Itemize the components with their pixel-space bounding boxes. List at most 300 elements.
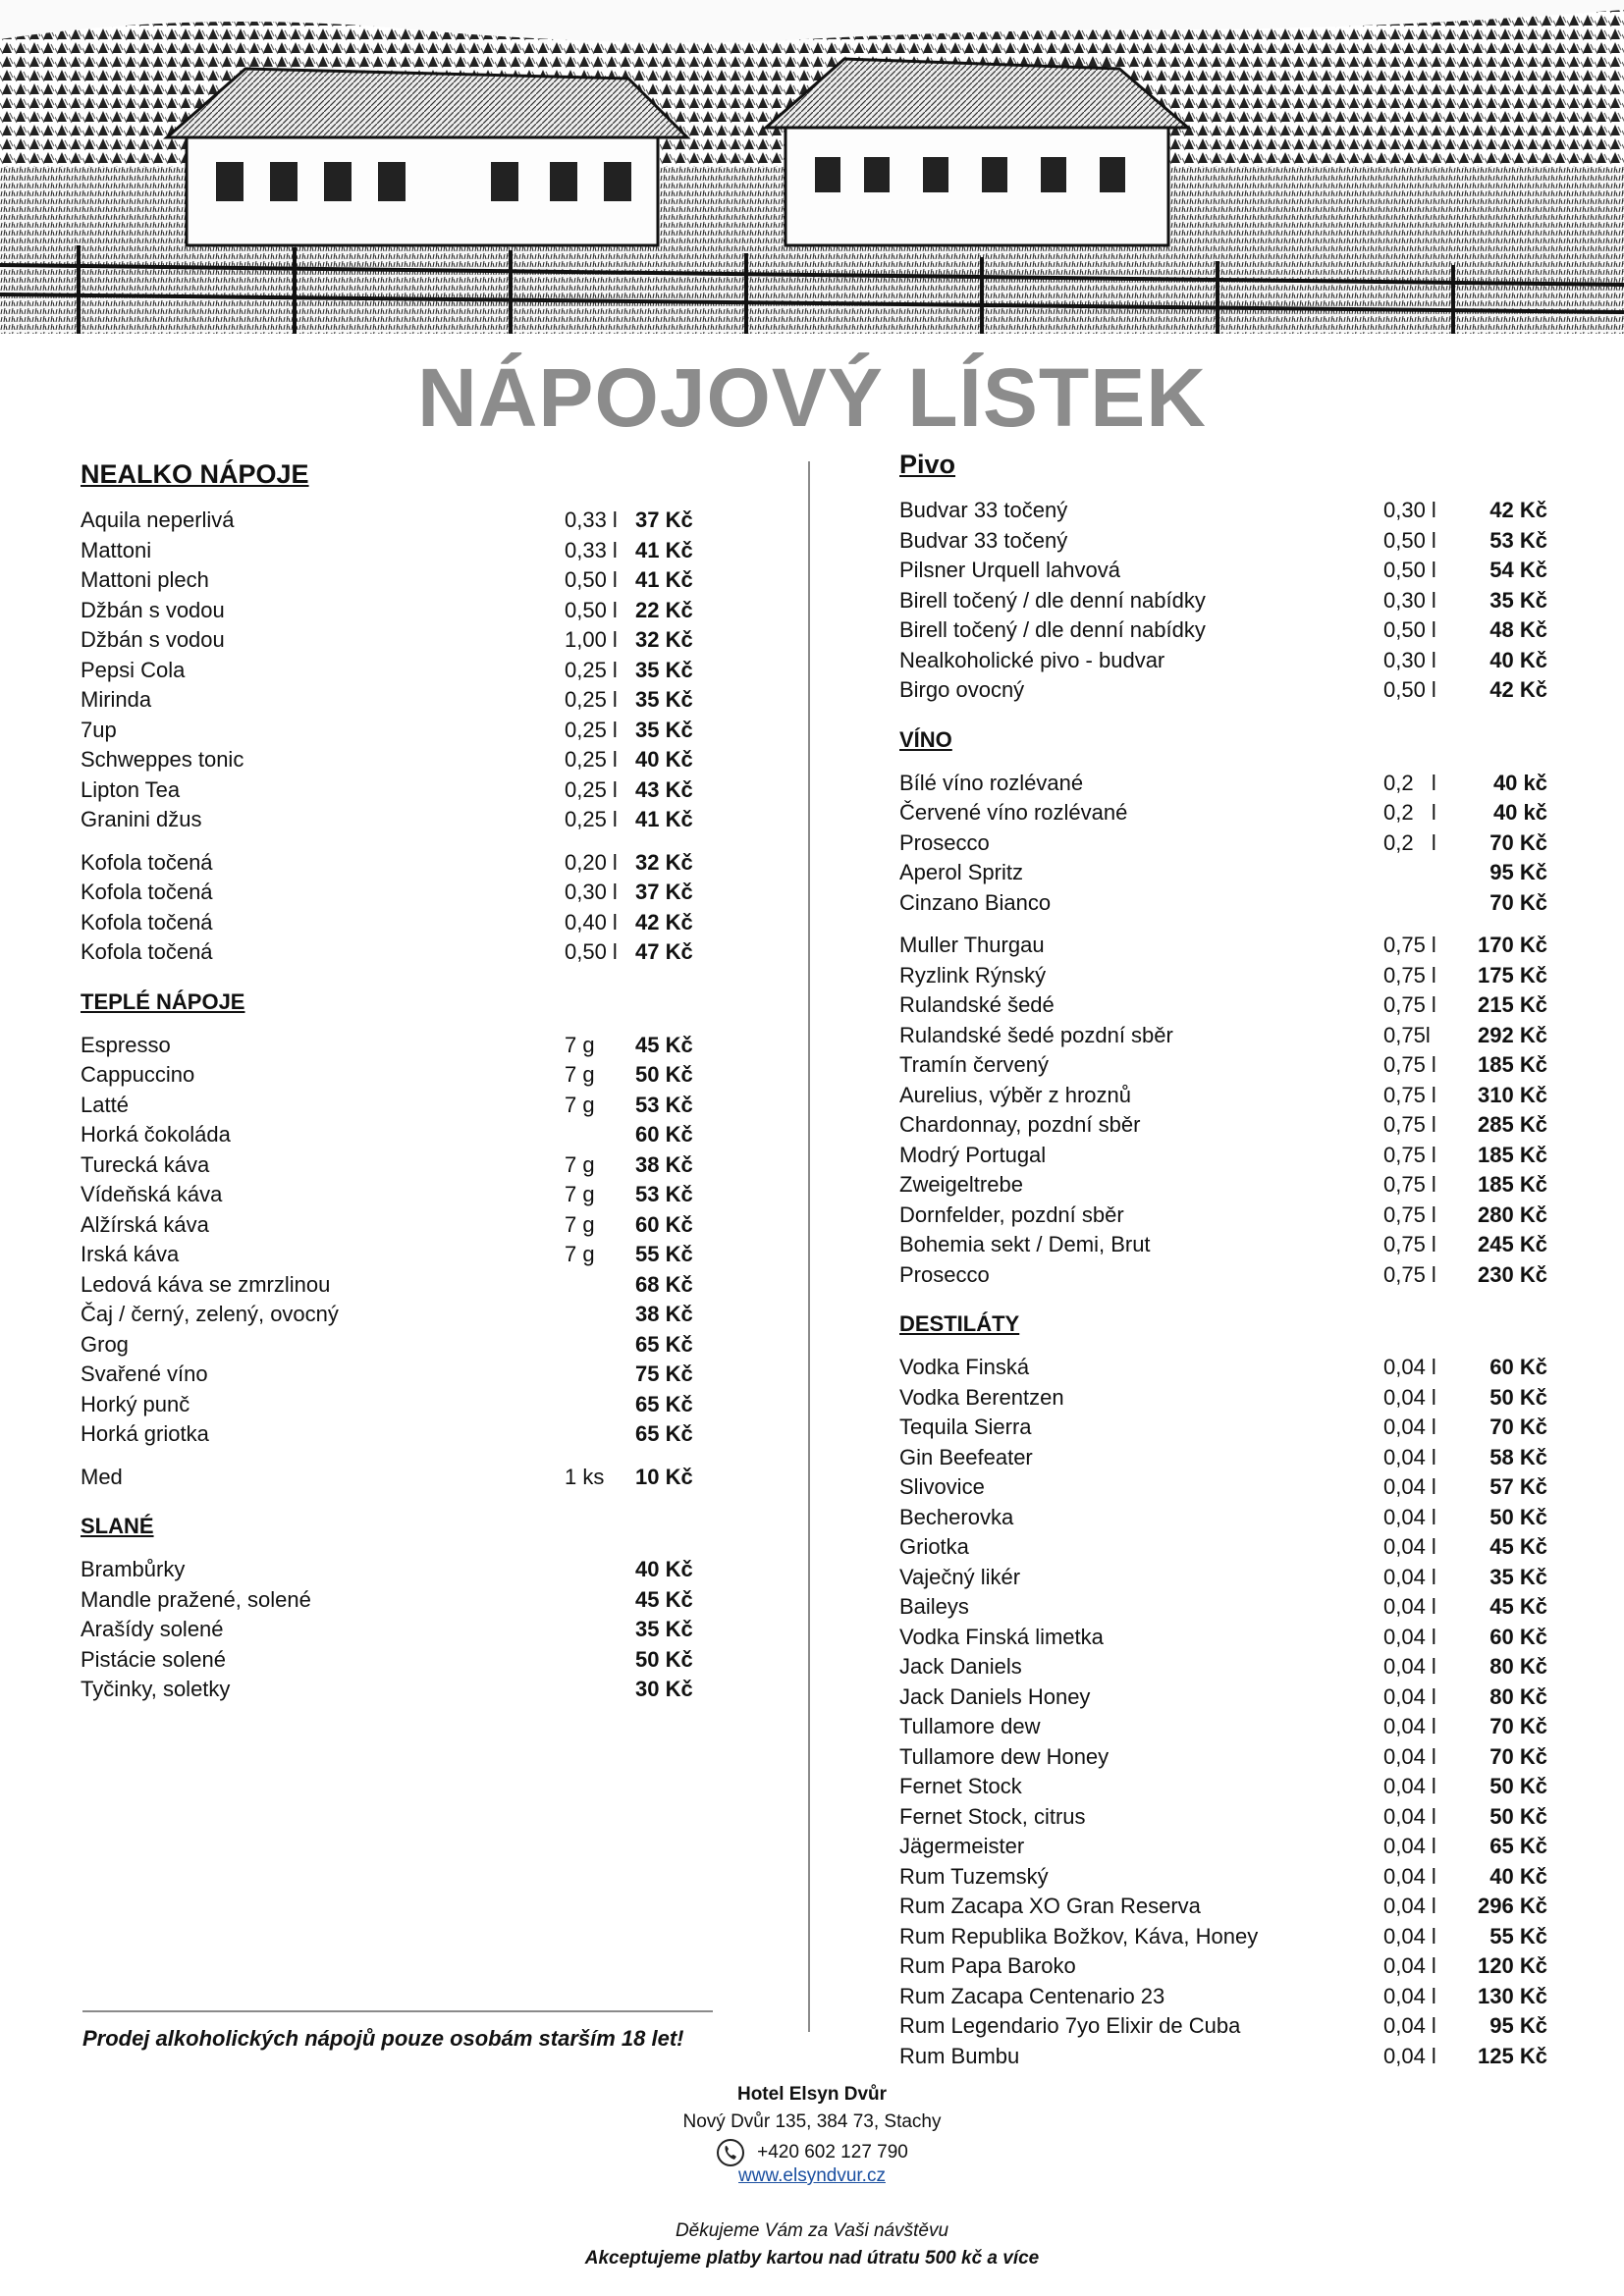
menu-item [899,1141,1547,1171]
item-name: Fernet Stock, citrus [899,1803,1086,1829]
item-name: Rum Zacapa XO Gran Reserva [899,1894,1201,1918]
item-quantity: 0,50 l [1383,558,1436,582]
item-price: 53 Kč [635,1092,693,1117]
menu-item [899,931,1547,961]
menu-item [899,1021,1547,1051]
item-quantity: 0,04 l [1383,1594,1436,1619]
menu-item [81,625,719,656]
item-name: Červené víno rozlévané [899,800,1128,825]
menu-item [899,2011,1547,2042]
item-name: Vídeňská káva [81,1182,223,1206]
menu-item [899,1472,1547,1503]
item-quantity: 0,04 l [1383,1834,1436,1858]
item-price: 37 Kč [635,507,693,532]
item-name: Muller Thurgau [899,933,1045,957]
item-quantity: 0,04 l [1383,1923,1436,1949]
item-price: 280 Kč [1478,1201,1547,1227]
item-quantity: 0,04 l [1383,1444,1436,1469]
section-heading: NEALKO NÁPOJE [81,459,309,489]
item-name: Rulandské šedé [899,992,1055,1017]
item-price: 30 Kč [635,1677,693,1701]
phone-icon [716,2138,745,2167]
item-quantity: 0,75 l [1383,1082,1436,1107]
item-quantity: 0,04 l [1383,1415,1436,1439]
item-price: 120 Kč [1478,1953,1547,1978]
item-price: 65 Kč [635,1331,693,1357]
item-name: Džbán s vodou [81,627,225,652]
item-name: Kofola točená [81,909,213,934]
item-name: Schweppes tonic [81,747,244,772]
item-name: Griotka [899,1534,969,1559]
item-name: Vodka Finská limetka [899,1624,1104,1649]
section-heading: SLANÉ [81,1514,154,1538]
item-price: 68 Kč [635,1271,693,1297]
menu-item [899,2042,1547,2072]
menu-item [899,1951,1547,1982]
menu-item [81,1180,719,1210]
item-price: 53 Kč [635,1182,693,1206]
item-price: 37 Kč [635,880,693,904]
footer-address: Nový Dvůr 135, 384 73, Stachy [682,2111,942,2132]
menu-item [81,1240,719,1270]
section-heading: TEPLÉ NÁPOJE [81,988,245,1014]
menu-item [81,716,719,746]
item-price: 40 Kč [635,1557,693,1581]
menu-item [899,888,1547,919]
menu-item [81,1419,719,1450]
menu-item [81,1150,719,1181]
item-quantity: 0,2 l [1383,800,1436,825]
menu-item [81,937,719,968]
item-name: Čaj / černý, zelený, ovocný [81,1302,339,1326]
item-quantity: 0,04 l [1383,1743,1436,1769]
menu-item [899,1532,1547,1563]
item-quantity: 7 g [565,1092,595,1117]
item-name: Birell točený / dle denní nabídky [899,587,1206,613]
item-price: 55 Kč [635,1242,693,1266]
menu-item [81,596,719,626]
item-name: Turecká káva [81,1151,210,1177]
item-quantity: 0,25 l [565,747,618,772]
item-price: 55 Kč [1489,1923,1547,1949]
item-price: 185 Kč [1478,1172,1547,1197]
item-price: 80 Kč [1489,1654,1547,1679]
item-price: 41 Kč [635,807,693,831]
item-price: 70 Kč [1489,1415,1547,1439]
menu-item [899,1201,1547,1231]
footer-web [0,2165,1624,2187]
item-quantity: 0,30 l [1383,498,1436,522]
item-name: 7up [81,717,117,742]
menu-item [81,745,719,775]
menu-item [81,1300,719,1330]
item-quantity: 7 g [565,1151,595,1177]
item-name: Bílé víno rozlévané [899,770,1084,795]
item-price: 50 Kč [1489,1803,1547,1829]
item-quantity: 0,50 l [1383,617,1436,642]
item-quantity: 7 g [565,1182,595,1206]
item-name: Birgo ovocný [899,677,1025,702]
item-price: 296 Kč [1478,1894,1547,1918]
item-quantity: 0,20 l [565,849,618,875]
hotel-name: Hotel Elsyn Dvůr [736,2084,888,2105]
item-name: Prosecco [899,829,990,855]
menu-item [899,1802,1547,1833]
website-link[interactable]: www.elsyndvur.cz [738,2165,886,2186]
menu-item [899,586,1547,616]
item-price: 50 Kč [1489,1504,1547,1529]
item-quantity: 0,25 l [565,657,618,682]
menu-item [81,848,719,879]
item-price: 35 Kč [635,687,693,712]
item-price: 175 Kč [1478,962,1547,988]
item-name: Lipton Tea [81,776,181,802]
item-quantity: 0,04 l [1383,1983,1436,2008]
item-group [899,1353,1547,2071]
item-price: 40 Kč [1489,647,1547,672]
menu-item [81,1120,719,1150]
item-name: Mattoni [81,537,152,562]
item-name: Kofola točená [81,849,213,875]
item-name: Becherovka [899,1504,1014,1529]
item-price: 70 Kč [1489,1714,1547,1738]
item-quantity: 0,04 l [1383,2013,1436,2038]
item-quantity: 1,00 l [565,627,618,652]
item-quantity: 0,2 l [1383,829,1436,855]
item-price: 57 Kč [1489,1474,1547,1499]
item-name: Rum Zacapa Centenario 23 [899,1983,1165,2008]
item-quantity: 0,75 l [1383,992,1436,1017]
item-name: Tramín červený [899,1052,1050,1077]
menu-item [81,506,719,536]
item-price: 53 Kč [1489,527,1547,553]
item-name: Granini džus [81,807,202,831]
item-name: Latté [81,1092,129,1117]
item-price: 185 Kč [1478,1142,1547,1167]
menu-item [899,496,1547,526]
item-name: Irská káva [81,1242,180,1266]
item-quantity: 0,75 l [1383,1232,1436,1256]
item-name: Ledová káva se zmrzlinou [81,1271,331,1297]
item-price: 170 Kč [1478,933,1547,957]
menu-item [899,615,1547,646]
item-quantity: 0,40 l [565,909,618,934]
item-quantity: 0,04 l [1383,1384,1436,1410]
footer-phone [0,2138,1624,2167]
hotel-banner-image [0,0,1624,334]
item-quantity: 7 g [565,1062,595,1087]
item-name: Prosecco [899,1261,990,1287]
menu-item [81,1675,719,1705]
item-quantity: 0,75 l [1383,1172,1436,1197]
page-title: NÁPOJOVÝ LÍSTEK [417,351,1207,444]
item-price: 70 Kč [1489,889,1547,915]
item-name: Alžírská káva [81,1211,209,1237]
item-quantity: 0,25 l [565,687,618,712]
menu-item [81,1615,719,1645]
menu-item [899,526,1547,557]
item-group [81,848,719,968]
item-price: 38 Kč [635,1151,693,1177]
item-name: Tullamore dew [899,1714,1041,1738]
item-name: Pilsner Urquell lahvová [899,558,1120,582]
menu-item [899,1623,1547,1653]
item-name: Rum Legendario 7yo Elixir de Cuba [899,2013,1241,2038]
item-name: Jack Daniels Honey [899,1683,1091,1709]
item-price: 65 Kč [635,1391,693,1416]
item-price: 32 Kč [635,849,693,875]
menu-item [899,961,1547,991]
item-name: Horká čokoláda [81,1122,231,1147]
item-price: 310 Kč [1478,1082,1547,1107]
item-name: Mattoni plech [81,567,209,592]
item-quantity: 0,75 l [1383,1142,1436,1167]
item-name: Budvar 33 točený [899,527,1068,553]
item-quantity: 0,75l [1383,1022,1431,1047]
item-quantity: 0,33 l [565,507,618,532]
item-name: Vaječný likér [899,1564,1021,1589]
item-price: 40 kč [1492,800,1547,825]
section-heading: Pivo [899,450,956,479]
item-name: Horká griotka [81,1421,209,1446]
item-name: Slivovice [899,1474,985,1499]
menu-item [899,1772,1547,1802]
item-name: Aperol Spritz [899,860,1023,884]
menu-item [899,1443,1547,1473]
item-name: Rum Tuzemský [899,1863,1049,1889]
menu-item [899,556,1547,586]
menu-item [899,1353,1547,1383]
item-name: Svařené víno [81,1362,208,1386]
menu-item [899,1592,1547,1623]
menu-item [81,775,719,806]
item-price: 41 Kč [635,537,693,562]
item-quantity: 0,25 l [565,807,618,831]
item-price: 35 Kč [1489,587,1547,613]
item-price: 10 Kč [635,1464,693,1489]
menu-item [81,1360,719,1390]
item-quantity: 0,04 l [1383,1624,1436,1649]
item-group [81,1463,719,1493]
item-quantity: 0,04 l [1383,1474,1436,1499]
item-name: Gin Beefeater [899,1444,1033,1469]
item-price: 60 Kč [635,1211,693,1237]
menu-item [899,828,1547,859]
item-name: Espresso [81,1032,171,1057]
item-group [899,931,1547,1290]
menu-item [899,1050,1547,1081]
item-price: 245 Kč [1478,1232,1547,1256]
menu-item [899,1260,1547,1291]
menu-item [81,1390,719,1420]
item-price: 48 Kč [1489,617,1547,642]
item-quantity: 0,04 l [1383,2043,1436,2068]
menu-item [81,1210,719,1241]
item-price: 54 Kč [1489,558,1547,582]
item-price: 35 Kč [635,717,693,742]
item-price: 45 Kč [1489,1594,1547,1619]
menu-item [899,1832,1547,1862]
menu-item [899,1503,1547,1533]
item-quantity: 0,04 l [1383,1654,1436,1679]
age-note-rule [82,2010,713,2012]
item-name: Chardonnay, pozdní sběr [899,1112,1141,1137]
item-group [81,1555,719,1705]
item-quantity: 0,75 l [1383,1201,1436,1227]
item-name: Vodka Finská [899,1355,1030,1379]
item-name: Rum Republika Božkov, Káva, Honey [899,1923,1259,1949]
item-name: Cappuccino [81,1062,195,1087]
item-name: Vodka Berentzen [899,1384,1064,1410]
menu-item [81,908,719,938]
left-column [81,459,719,1705]
item-name: Med [81,1464,123,1489]
item-name: Kofola točená [81,939,213,964]
menu-item [899,798,1547,828]
menu-item [81,1091,719,1121]
item-name: Kofola točená [81,880,213,904]
item-name: Pistácie solené [81,1646,226,1672]
item-quantity: 0,04 l [1383,1803,1436,1829]
item-price: 60 Kč [1489,1624,1547,1649]
item-name: Tullamore dew Honey [899,1743,1110,1769]
item-quantity: 0,75 l [1383,1112,1436,1137]
column-divider [808,461,810,2032]
right-column [899,450,1547,2071]
item-quantity: 0,25 l [565,776,618,802]
item-name: Aurelius, výběr z hroznů [899,1082,1131,1107]
item-price: 70 Kč [1489,829,1547,855]
item-price: 125 Kč [1478,2043,1547,2068]
menu-item [81,1060,719,1091]
menu-item [899,1892,1547,1922]
item-name: Nealkoholické pivo - budvar [899,647,1165,672]
item-price: 285 Kč [1478,1112,1547,1137]
item-name: Džbán s vodou [81,597,225,622]
item-quantity: 0,04 l [1383,1863,1436,1889]
item-name: Jägermeister [899,1834,1025,1858]
item-price: 58 Kč [1489,1444,1547,1469]
item-price: 41 Kč [635,567,693,592]
menu-item [899,675,1547,706]
menu-item [899,1563,1547,1593]
item-price: 35 Kč [635,1617,693,1641]
menu-item [899,1081,1547,1111]
footer-hotel-name [0,2084,1624,2106]
item-name: Tequila Sierra [899,1415,1032,1439]
item-name: Tyčinky, soletky [81,1677,231,1701]
item-price: 40 Kč [1489,1863,1547,1889]
item-price: 75 Kč [635,1362,693,1386]
menu-item [899,1230,1547,1260]
menu-item [899,646,1547,676]
item-price: 43 Kč [635,776,693,802]
item-group [81,506,719,835]
section-heading: VÍNO [899,726,952,752]
item-quantity: 0,04 l [1383,1504,1436,1529]
menu-item [899,1742,1547,1773]
item-quantity: 0,50 l [565,597,618,622]
item-price: 65 Kč [635,1421,693,1446]
item-price: 80 Kč [1489,1683,1547,1709]
item-price: 50 Kč [1489,1384,1547,1410]
item-quantity: 0,04 l [1383,1534,1436,1559]
item-quantity: 0,25 l [565,717,618,742]
item-name: Rulandské šedé pozdní sběr [899,1022,1173,1047]
age-restriction-note: Prodej alkoholických nápojů pouze osobám starším 18 let! [82,2026,684,2051]
item-quantity: 0,04 l [1383,1714,1436,1738]
item-quantity: 0,30 l [1383,647,1436,672]
footer-payment: Akceptujeme platby kartou nad útratu 500 kč a více [584,2248,1040,2269]
item-price: 47 Kč [635,939,693,964]
item-price: 60 Kč [1489,1355,1547,1379]
menu-item [81,536,719,566]
menu-item [81,1645,719,1676]
item-name: Ryzlink Rýnský [899,962,1047,988]
item-quantity: 0,04 l [1383,1564,1436,1589]
item-name: Aquila neperlivá [81,507,235,532]
item-quantity: 0,2 l [1383,770,1436,795]
item-quantity: 0,04 l [1383,1774,1436,1798]
menu-item [81,1555,719,1585]
menu-item [81,805,719,835]
phone-number: +420 602 127 790 [757,2142,908,2163]
item-price: 35 Kč [1489,1564,1547,1589]
item-price: 38 Kč [635,1302,693,1326]
item-name: Mirinda [81,687,152,712]
item-price: 32 Kč [635,627,693,652]
item-name: Rum Papa Baroko [899,1953,1076,1978]
item-name: Horký punč [81,1391,190,1416]
item-price: 40 kč [1492,770,1547,795]
item-price: 230 Kč [1478,1261,1547,1287]
item-price: 35 Kč [635,657,693,682]
menu-item [899,1982,1547,2012]
item-price: 65 Kč [1489,1834,1547,1858]
item-price: 42 Kč [1489,677,1547,702]
item-price: 45 Kč [1489,1534,1547,1559]
item-price: 42 Kč [1489,498,1547,522]
item-quantity: 0,50 l [1383,677,1436,702]
item-quantity: 0,75 l [1383,933,1436,957]
menu-item [81,685,719,716]
menu-item [899,1383,1547,1414]
menu-item [81,1585,719,1616]
item-quantity: 0,75 l [1383,962,1436,988]
item-name: Modrý Portugal [899,1142,1047,1167]
item-price: 50 Kč [635,1646,693,1672]
menu-item [899,1712,1547,1742]
item-name: Zweigeltrebe [899,1172,1023,1197]
item-name: Jack Daniels [899,1654,1022,1679]
item-name: Dornfelder, pozdní sběr [899,1201,1124,1227]
footer-thanks: Děkujeme Vám za Vaši návštěvu [675,2220,949,2241]
menu-item [81,878,719,908]
item-group [81,1031,719,1450]
item-name: Arašídy solené [81,1617,224,1641]
item-quantity: 0,04 l [1383,1953,1436,1978]
item-name: Grog [81,1331,129,1357]
menu-item [899,1922,1547,1952]
item-price: 50 Kč [1489,1774,1547,1798]
item-group [899,769,1547,919]
item-price: 215 Kč [1478,992,1547,1017]
item-price: 70 Kč [1489,1743,1547,1769]
item-name: Bohemia sekt / Demi, Brut [899,1232,1151,1256]
item-price: 95 Kč [1489,860,1547,884]
section-heading: DESTILÁTY [899,1311,1020,1336]
item-quantity: 0,30 l [1383,587,1436,613]
